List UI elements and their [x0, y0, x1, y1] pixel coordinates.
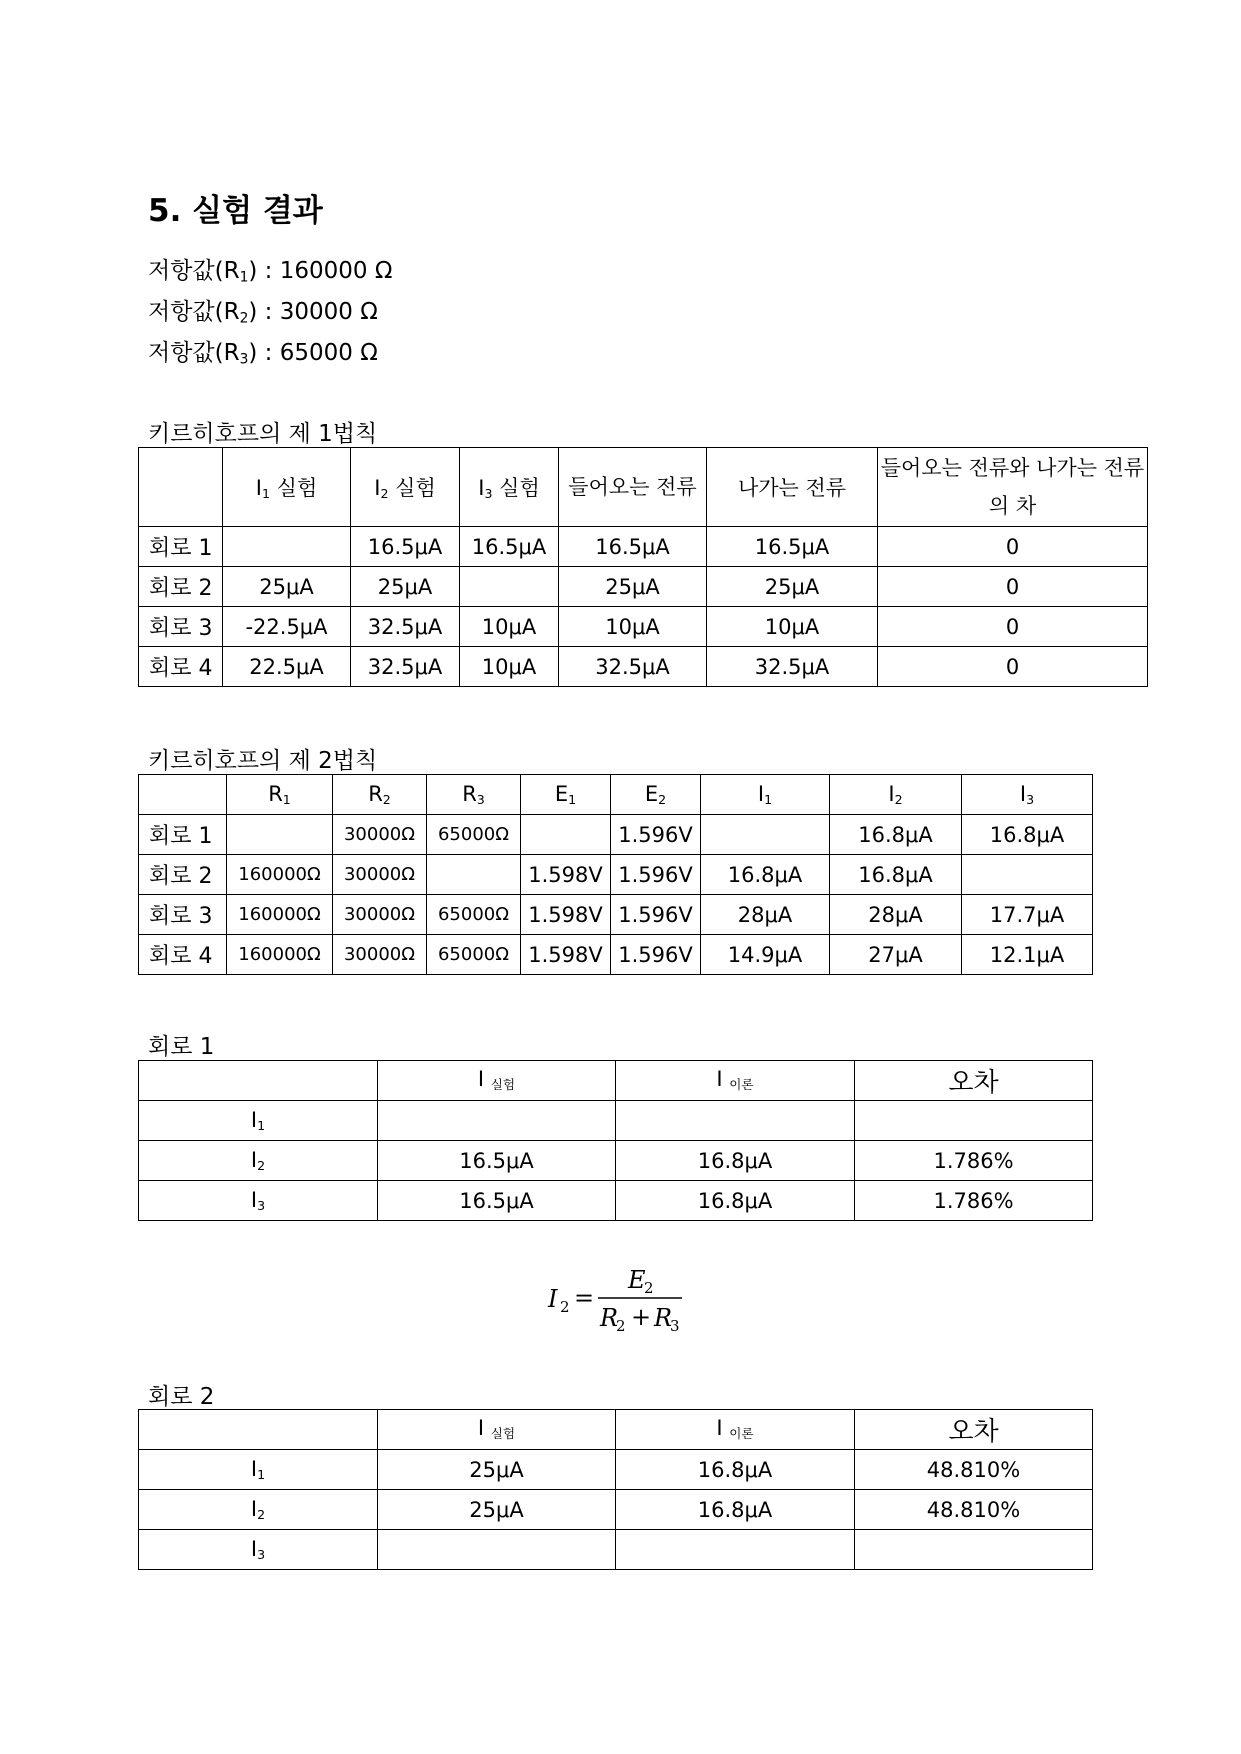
formula-lhs: I [548, 1285, 558, 1313]
header-cell: 오차 [855, 1410, 1093, 1450]
table-cell: 16.5μA [378, 1181, 616, 1221]
header-cell: 오차 [855, 1061, 1093, 1101]
table-cell [427, 855, 521, 895]
table-cell: 1.596V [611, 895, 701, 935]
table-cell: 16.8μA [616, 1450, 855, 1490]
table-cell [855, 1530, 1093, 1570]
header-cell: I $_{실험}$ [378, 1061, 616, 1101]
table-cell [227, 815, 333, 855]
table-cell: 16.5μA [559, 527, 707, 567]
table-cell: 32.5μA [707, 647, 878, 687]
table-cell: 16.5μA [378, 1141, 616, 1181]
table-cell: 27μA [830, 935, 962, 975]
table-cell [701, 815, 830, 855]
header-cell: $I_2$ 실험 [351, 448, 460, 527]
formula-den-a: R [600, 1304, 619, 1332]
table-cell: 160000Ω [227, 895, 333, 935]
table-cell: 25μA [223, 567, 351, 607]
table-cell: 25μA [559, 567, 707, 607]
table-cell: 0 [878, 527, 1148, 567]
table-cell [616, 1530, 855, 1570]
table-cell: 10μA [559, 607, 707, 647]
table-cell: 160000Ω [227, 855, 333, 895]
table-cell: 16.8μA [701, 855, 830, 895]
row-label: 회로 1 [139, 815, 227, 855]
law1-caption: 키르히호프의 제 1법칙 [148, 421, 378, 447]
table-cell [378, 1101, 616, 1141]
table-cell: 32.5μA [351, 647, 460, 687]
table-cell: 1.598V [521, 895, 611, 935]
table-cell [616, 1101, 855, 1141]
table-row [139, 647, 1148, 687]
resistor-r3: 저항값$(R_3)$ : 65000 Ω [148, 340, 378, 368]
table-cell: 30000Ω [333, 855, 427, 895]
row-label: $I_3$ [139, 1530, 378, 1570]
resistor-r2: 저항값$(R_2)$ : 30000 Ω [148, 299, 378, 327]
table-cell: 14.9μA [701, 935, 830, 975]
table-row [139, 1101, 1093, 1141]
table-cell: 1.786% [855, 1181, 1093, 1221]
table-cell: 30000Ω [333, 815, 427, 855]
table-row [139, 895, 1093, 935]
table-cell: 16.8μA [830, 855, 962, 895]
header-cell: $E_1$ [521, 775, 611, 815]
header-row [139, 448, 1148, 527]
row-label: $I_2$ [139, 1490, 378, 1530]
header-row [139, 775, 1093, 815]
formula-den-b-sub: 3 [670, 1317, 680, 1334]
row-label: 회로 4 [139, 935, 227, 975]
formula-numerator-sub: 2 [644, 1279, 654, 1297]
formula-equals: = [574, 1284, 595, 1312]
table-cell: 0 [878, 567, 1148, 607]
law1-table [138, 447, 1148, 687]
table-row [139, 1490, 1093, 1530]
header-row [139, 1410, 1093, 1450]
table-cell [962, 855, 1093, 895]
table-cell: 48.810% [855, 1490, 1093, 1530]
header-row [139, 1061, 1093, 1101]
header-cell: $R_2$ [333, 775, 427, 815]
table-cell: 30000Ω [333, 895, 427, 935]
table-row [139, 1530, 1093, 1570]
circuit1-table [138, 1060, 1093, 1221]
table-row [139, 935, 1093, 975]
table-cell: 0 [878, 647, 1148, 687]
formula-den-a-sub: 2 [616, 1317, 626, 1334]
table-cell: 10μA [460, 647, 559, 687]
header-cell: $I_3$ 실험 [460, 448, 559, 527]
table-row [139, 1450, 1093, 1490]
row-label: $I_1$ [139, 1450, 378, 1490]
table-cell: 16.8μA [616, 1490, 855, 1530]
row-label: 회로 2 [139, 855, 227, 895]
table-cell: 10μA [707, 607, 878, 647]
header-cell: 들어오는 전류 [559, 448, 707, 527]
row-label: $I_3$ [139, 1181, 378, 1221]
section-title: 5. 실험 결과 [148, 193, 323, 229]
table-cell [521, 815, 611, 855]
table-cell: 16.8μA [962, 815, 1093, 855]
table-cell: 1.598V [521, 855, 611, 895]
row-label: $I_2$ [139, 1141, 378, 1181]
header-cell: I $_{이론}$ [616, 1061, 855, 1101]
table-cell: 30000Ω [333, 935, 427, 975]
row-label: 회로 3 [139, 607, 223, 647]
header-cell: 들어오는 전류와 나가는 전류의 차 [878, 448, 1148, 527]
table-cell: -22.5μA [223, 607, 351, 647]
table-cell: 25μA [378, 1490, 616, 1530]
table-cell: 1.598V [521, 935, 611, 975]
table-cell [460, 567, 559, 607]
circuit2-table [138, 1409, 1093, 1570]
table-cell: 12.1μA [962, 935, 1093, 975]
table-cell: 16.8μA [616, 1181, 855, 1221]
header-cell: $I_1$ [701, 775, 830, 815]
formula-lhs-sub: 2 [560, 1298, 570, 1316]
row-label: $I_1$ [139, 1101, 378, 1141]
table-cell: 160000Ω [227, 935, 333, 975]
table-cell: 28μA [830, 895, 962, 935]
header-cell: I $_{이론}$ [616, 1410, 855, 1450]
header-cell: I $_{실험}$ [378, 1410, 616, 1450]
formula-numerator: E [628, 1266, 646, 1294]
formula-plus: + [631, 1303, 652, 1331]
table-cell: 25μA [707, 567, 878, 607]
table-cell: 65000Ω [427, 815, 521, 855]
circuit2-caption: 회로 2 [148, 1384, 215, 1410]
formula-den-b: R [654, 1304, 673, 1332]
table-cell [223, 527, 351, 567]
table-row [139, 567, 1148, 607]
table-cell: 1.596V [611, 855, 701, 895]
table-cell: 25μA [351, 567, 460, 607]
table-cell: 1.786% [855, 1141, 1093, 1181]
table-cell [378, 1530, 616, 1570]
table-cell: 1.596V [611, 815, 701, 855]
table-cell: 48.810% [855, 1450, 1093, 1490]
header-cell [139, 1410, 378, 1450]
table-cell: 1.596V [611, 935, 701, 975]
header-cell: $R_1$ [227, 775, 333, 815]
table-cell: 16.5μA [351, 527, 460, 567]
table-cell: 16.8μA [616, 1141, 855, 1181]
header-cell: $I_2$ [830, 775, 962, 815]
table-row [139, 607, 1148, 647]
table-cell: 28μA [701, 895, 830, 935]
law2-caption: 키르히호프의 제 2법칙 [148, 748, 378, 774]
table-row [139, 1141, 1093, 1181]
table-row [139, 815, 1093, 855]
table-cell: 65000Ω [427, 895, 521, 935]
row-label: 회로 2 [139, 567, 223, 607]
header-cell: $E_2$ [611, 775, 701, 815]
table-cell: 16.5μA [707, 527, 878, 567]
header-cell [139, 448, 223, 527]
header-cell [139, 775, 227, 815]
table-cell: 65000Ω [427, 935, 521, 975]
table-cell: 22.5μA [223, 647, 351, 687]
table-cell: 32.5μA [559, 647, 707, 687]
current-formula [544, 1262, 684, 1334]
table-row [139, 855, 1093, 895]
table-cell: 17.7μA [962, 895, 1093, 935]
law2-table [138, 774, 1093, 975]
table-cell: 16.5μA [460, 527, 559, 567]
table-cell: 16.8μA [830, 815, 962, 855]
resistor-r1: 저항값$(R_1)$ : 160000 Ω [148, 258, 393, 286]
row-label: 회로 4 [139, 647, 223, 687]
table-cell: 0 [878, 607, 1148, 647]
table-cell: 32.5μA [351, 607, 460, 647]
header-cell [139, 1061, 378, 1101]
circuit1-caption: 회로 1 [148, 1034, 215, 1060]
row-label: 회로 1 [139, 527, 223, 567]
header-cell: $I_1$ 실험 [223, 448, 351, 527]
table-row [139, 527, 1148, 567]
table-row [139, 1181, 1093, 1221]
header-cell: 나가는 전류 [707, 448, 878, 527]
table-cell: 10μA [460, 607, 559, 647]
header-cell: $I_3$ [962, 775, 1093, 815]
header-cell: $R_3$ [427, 775, 521, 815]
row-label: 회로 3 [139, 895, 227, 935]
table-cell: 25μA [378, 1450, 616, 1490]
table-cell [855, 1101, 1093, 1141]
